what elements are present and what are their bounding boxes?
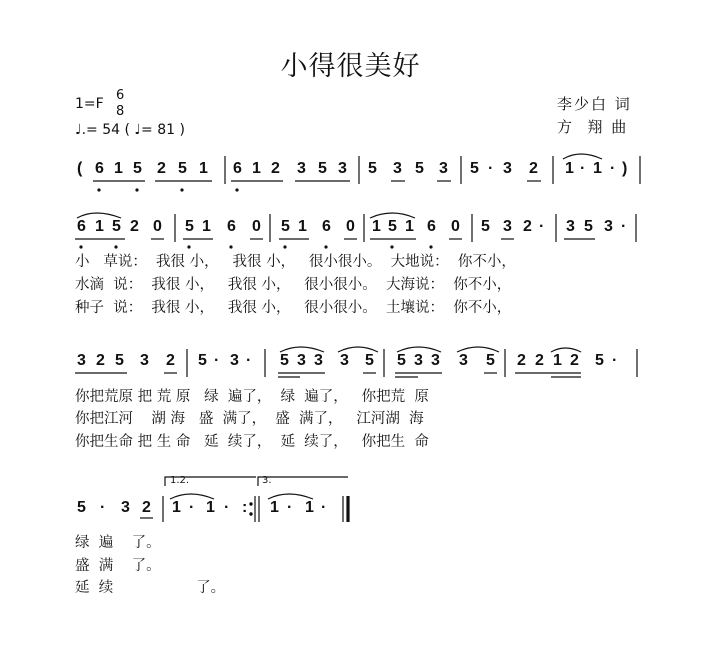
volta-second-ending-label: 3. bbox=[262, 475, 272, 486]
jianpu-note: 0 bbox=[451, 218, 460, 235]
jianpu-note: 1 bbox=[405, 218, 414, 235]
jianpu-note: 2 bbox=[517, 352, 526, 369]
jianpu-note: 5 bbox=[185, 218, 194, 235]
lyric-line: 延 续 了。 bbox=[75, 580, 226, 596]
repeat-dot bbox=[249, 502, 252, 505]
jianpu-note: 3 bbox=[314, 352, 323, 369]
jianpu-note: 2 bbox=[166, 352, 175, 369]
jianpu-note: 1 bbox=[206, 499, 215, 516]
octave-dot-low bbox=[114, 245, 117, 248]
lyric-line: 盛 满 了。 bbox=[75, 558, 161, 574]
octave-dot-low bbox=[229, 245, 232, 248]
jianpu-note: 5 bbox=[77, 499, 86, 516]
jianpu-note: 5 bbox=[486, 352, 495, 369]
jianpu-note: 2 bbox=[157, 160, 166, 177]
lyric-line: 绿 遍 了。 bbox=[75, 535, 161, 551]
jianpu-note: · bbox=[612, 352, 618, 369]
jianpu-note: 2 bbox=[570, 352, 579, 369]
octave-dot-low bbox=[180, 188, 183, 191]
jianpu-note: 2 bbox=[130, 218, 139, 235]
octave-dot-low bbox=[235, 188, 238, 191]
octave-dot-low bbox=[429, 245, 432, 248]
lyric-line: 水滴 说： 我很 小， 我很 小， 很小很小。 大海说： 你不小， bbox=[75, 277, 512, 293]
jianpu-note: · bbox=[321, 499, 327, 516]
jianpu-note: 5 bbox=[470, 160, 479, 177]
jianpu-note: 6 bbox=[95, 160, 104, 177]
jianpu-note: 1 bbox=[372, 218, 381, 235]
octave-dot-low bbox=[324, 245, 327, 248]
jianpu-note: 5 bbox=[115, 352, 124, 369]
jianpu-note: : bbox=[242, 499, 248, 516]
lyric-line: 小 草说： 我很 小， 我很 小， 很小很小。 大地说： 你不小， bbox=[75, 254, 516, 270]
jianpu-note: 1 bbox=[202, 218, 211, 235]
repeat-dot bbox=[249, 512, 252, 515]
lyric-line: 你把生命 把 生 命 延 续了， 延 续了， 你把生 命 bbox=[75, 434, 429, 450]
jianpu-note: · bbox=[488, 160, 494, 177]
jianpu-note: 6 bbox=[233, 160, 242, 177]
jianpu-note: 1 bbox=[593, 160, 602, 177]
jianpu-note: 3 bbox=[604, 218, 613, 235]
jianpu-note: 2 bbox=[142, 499, 151, 516]
jianpu-note: 5 bbox=[415, 160, 424, 177]
jianpu-note: 3 bbox=[503, 218, 512, 235]
jianpu-note: 1 bbox=[565, 160, 574, 177]
jianpu-note: 5 bbox=[584, 218, 593, 235]
jianpu-note: 3 bbox=[338, 160, 347, 177]
jianpu-note: 1 bbox=[298, 218, 307, 235]
jianpu-note: 5 bbox=[178, 160, 187, 177]
jianpu-note: 5 bbox=[595, 352, 604, 369]
octave-dot-low bbox=[79, 245, 82, 248]
jianpu-note: 3 bbox=[230, 352, 239, 369]
jianpu-note: 3 bbox=[297, 352, 306, 369]
jianpu-note: · bbox=[224, 499, 230, 516]
jianpu-note: 1 bbox=[305, 499, 314, 516]
jianpu-note: 3 bbox=[431, 352, 440, 369]
time-signature-top: 6 bbox=[116, 88, 125, 103]
octave-dot-low bbox=[390, 245, 393, 248]
jianpu-note: 0 bbox=[252, 218, 261, 235]
jianpu-note: 2 bbox=[96, 352, 105, 369]
jianpu-note: 0 bbox=[346, 218, 355, 235]
jianpu-note: ( bbox=[77, 160, 83, 177]
octave-dot-low bbox=[135, 188, 138, 191]
jianpu-note: 1 bbox=[199, 160, 208, 177]
jianpu-note: 5 bbox=[388, 218, 397, 235]
jianpu-note: 1 bbox=[172, 499, 181, 516]
jianpu-note: 2 bbox=[529, 160, 538, 177]
octave-dot-low bbox=[283, 245, 286, 248]
lyric-line: 你把江河 湖 海 盛 满了， 盛 满了， 江河湖 海 bbox=[75, 411, 424, 427]
jianpu-note: 6 bbox=[77, 218, 86, 235]
jianpu-note: 5 bbox=[280, 352, 289, 369]
jianpu-note: 3 bbox=[459, 352, 468, 369]
jianpu-note: · bbox=[610, 160, 616, 177]
jianpu-note: · bbox=[246, 352, 252, 369]
jianpu-note: 3 bbox=[439, 160, 448, 177]
jianpu-note: 1 bbox=[252, 160, 261, 177]
jianpu-note: 5 bbox=[112, 218, 121, 235]
tie-slur bbox=[563, 154, 602, 159]
jianpu-note: 3 bbox=[77, 352, 86, 369]
jianpu-note: ) bbox=[622, 160, 628, 177]
jianpu-note: · bbox=[287, 499, 293, 516]
lyric-line: 种子 说： 我很 小， 我很 小， 很小很小。 土壤说： 你不小， bbox=[75, 300, 512, 316]
jianpu-note: · bbox=[189, 499, 195, 516]
jianpu-note: 0 bbox=[153, 218, 162, 235]
volta-first-ending-label: 1.2. bbox=[170, 475, 190, 486]
octave-dot-low bbox=[187, 245, 190, 248]
jianpu-note: 3 bbox=[140, 352, 149, 369]
jianpu-note: 6 bbox=[427, 218, 436, 235]
jianpu-note: 5 bbox=[198, 352, 207, 369]
jianpu-note: 5 bbox=[365, 352, 374, 369]
jianpu-note: 5 bbox=[281, 218, 290, 235]
jianpu-note: 5 bbox=[133, 160, 142, 177]
octave-dot-low bbox=[97, 188, 100, 191]
jianpu-note: 2 bbox=[271, 160, 280, 177]
jianpu-note: · bbox=[539, 218, 545, 235]
jianpu-note: · bbox=[621, 218, 627, 235]
jianpu-note: 5 bbox=[397, 352, 406, 369]
jianpu-note: 3 bbox=[566, 218, 575, 235]
jianpu-note: 2 bbox=[523, 218, 532, 235]
jianpu-note: 1 bbox=[270, 499, 279, 516]
jianpu-note: · bbox=[100, 499, 106, 516]
jianpu-note: 3 bbox=[414, 352, 423, 369]
tempo-marking: ♩.= 54 ( ♩= 81 ) bbox=[75, 122, 185, 138]
jianpu-note: 1 bbox=[114, 160, 123, 177]
jianpu-note: 5 bbox=[481, 218, 490, 235]
jianpu-note: 1 bbox=[553, 352, 562, 369]
jianpu-note: 3 bbox=[121, 499, 130, 516]
jianpu-note: 3 bbox=[393, 160, 402, 177]
jianpu-note: 5 bbox=[318, 160, 327, 177]
jianpu-note: · bbox=[580, 160, 586, 177]
jianpu-note: 3 bbox=[297, 160, 306, 177]
jianpu-note: 1 bbox=[95, 218, 104, 235]
jianpu-note: 5 bbox=[368, 160, 377, 177]
jianpu-note: · bbox=[214, 352, 220, 369]
jianpu-note: 3 bbox=[340, 352, 349, 369]
composer-credit: 方 翔 曲 bbox=[557, 118, 629, 136]
song-title: 小得很美好 bbox=[280, 51, 421, 82]
jianpu-note: 2 bbox=[535, 352, 544, 369]
jianpu-note: 3 bbox=[503, 160, 512, 177]
lyricist-credit: 李少白 词 bbox=[557, 95, 632, 113]
time-signature-bottom: 8 bbox=[116, 104, 125, 119]
key-signature: 1=F bbox=[75, 96, 104, 112]
jianpu-note: 6 bbox=[322, 218, 331, 235]
jianpu-note: 6 bbox=[227, 218, 236, 235]
lyric-line: 你把荒原 把 荒 原 绿 遍了， 绿 遍了， 你把荒 原 bbox=[75, 389, 429, 405]
